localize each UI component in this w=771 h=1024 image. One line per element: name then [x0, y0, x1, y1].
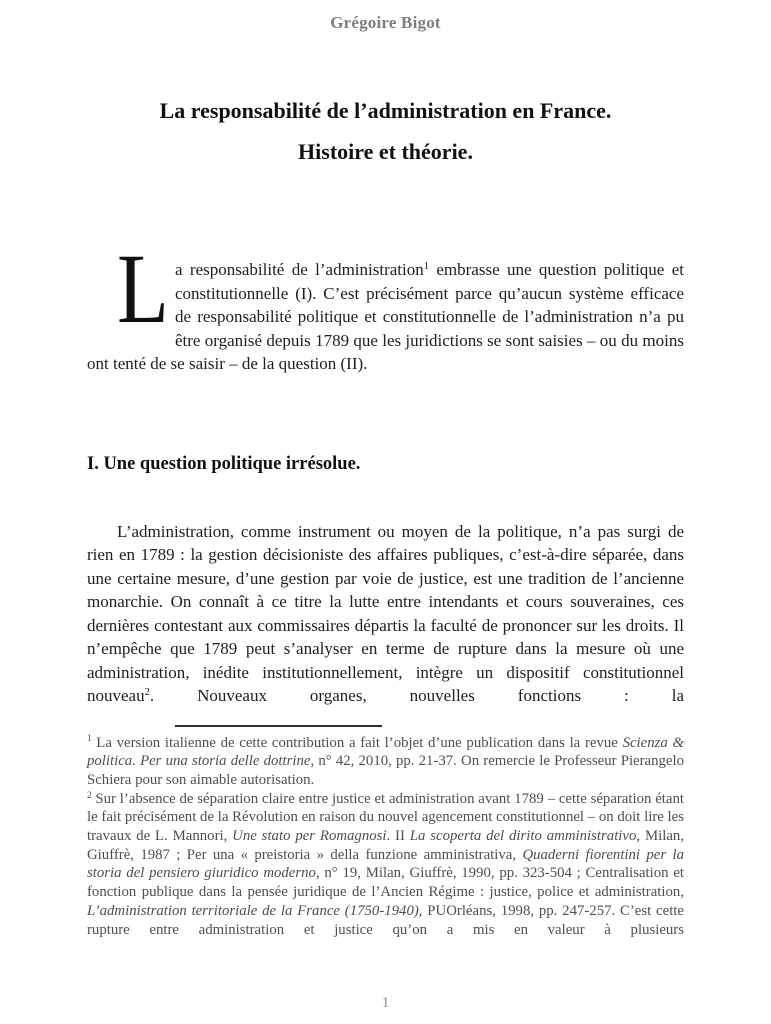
- drop-cap: L: [117, 233, 169, 344]
- footnote-separator-rule: [175, 725, 382, 727]
- footnote-2-italic-title-3: Quaderni fiorentini per la storia del pensiero giuridico moderno: [87, 846, 685, 882]
- footnote-ref-1: 1: [423, 261, 429, 273]
- footnote-2-text: . II: [386, 828, 410, 845]
- footnote-1-text: La version italienne de cette contribution a fait l’objet d’une publication dans la revue: [91, 734, 623, 751]
- footnote-2-italic-title-4: L’administration territoriale de la France (1750-1940): [87, 902, 419, 919]
- footnote-2-text: Sur l’absence de séparation claire entre justice et administration avant 1789 – cette séparation étant le fait précisément de la Révolution en raison du nouvel agencement constitutionnel – on doit lire les travaux de L. Mannori,: [87, 790, 684, 845]
- body-text: L’administration, comme instrument ou moyen de la politique, n’a pas surgi de rien en 1789 : la gestion décisioniste des affaires publiques, c’est-à-dire séparée, dans une certaine mesure, d’une gestion par voie de justice, est une tradition de l’ancienne monarchie. On connaît à ce titre la lutte entre intendants et cours souveraines, ces dernières contestant aux commissaires départis la faculté de prononcer sur les droits. Il n’empêche que 1789 peut s’analyser en terme de rupture dans la mesure où une administration, inédite institutionnellement, intègre un dispositif constitutionnel nouveau: [87, 521, 684, 705]
- footnotes-block: [87, 734, 684, 940]
- footnote-ref-2: 2: [144, 687, 150, 699]
- body-text-cont: . Nouveaux organes, nouvelles fonctions : la: [149, 686, 684, 705]
- footnote-1-text-cont: , n° 42, 2010, pp. 21-37. On remercie le Professeur Pierangelo Schiera pour son aimable autorisation.: [87, 753, 684, 788]
- article-title-line1: La responsabilité de l’administration en France.: [159, 98, 612, 123]
- footnote-2-italic-title-1: Une stato per Romagnosi: [232, 828, 387, 845]
- footnote-2-italic-title-2: La scoperta del dirito amministrativo: [409, 828, 637, 845]
- article-title-line2: Histoire et théorie.: [298, 139, 473, 164]
- footnote-2: [87, 790, 684, 940]
- footnote-1: [87, 734, 684, 790]
- footnote-2-text-cont: , PUOrléans, 1998, pp. 247-257. C’est cette rupture entre administration et justice qu’on a mis en valeur à plusieurs: [87, 902, 684, 938]
- intro-text-cont: embrasse une question politique et constitutionnelle (I). C’est précisément parce qu’aucun système efficace de responsabilité politique et constitutionnelle de l’administration n’a pu être organisé depuis 1789 que les juridictions se sont saisies – ou du moins ont tenté de se saisir – de la question (II).: [87, 260, 684, 373]
- running-header-author: Grégoire Bigot: [330, 13, 441, 32]
- footnote-2-marker: 2: [87, 789, 92, 800]
- page-number: 1: [381, 995, 390, 1011]
- section-heading-1: I. Une question politique irrésolue.: [87, 453, 361, 474]
- footnote-1-italic-title: Scienza & politica. Per una storia delle dottrine: [87, 734, 684, 770]
- intro-text: a responsabilité de l’administration: [175, 260, 424, 279]
- body-paragraph-1: [87, 520, 684, 708]
- intro-paragraph: [87, 233, 684, 376]
- footnote-1-marker: 1: [87, 733, 92, 744]
- footnote-2-text: , Milan, Giuffrè, 1987 ; Per una « preistoria » della funzione amministrativa,: [87, 828, 684, 863]
- footnote-2-text: , n° 19, Milan, Giuffrè, 1990, pp. 323-504 ; Centralisation et fonction publique dans la pensée juridique de l’Ancien Régime : justice, police et administration,: [87, 865, 684, 901]
- article-title: [87, 90, 684, 172]
